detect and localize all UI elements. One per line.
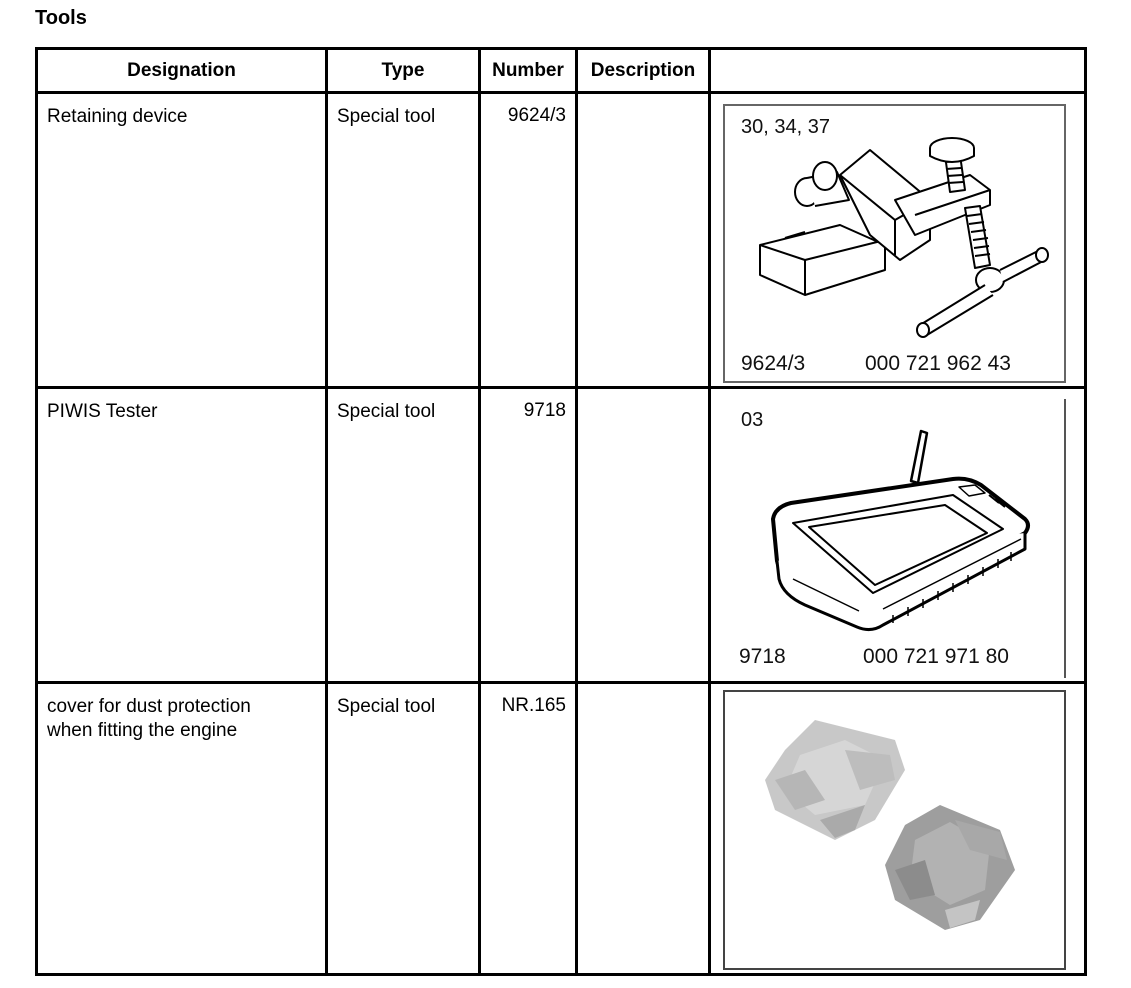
designation-cell [37, 388, 327, 683]
designation-line: when fitting the engine [47, 720, 238, 741]
header-designation: Designation [37, 49, 327, 93]
type-text: Special tool [337, 401, 436, 422]
number-text: 9624/3 [507, 105, 566, 126]
description-text [578, 684, 708, 695]
tester-device-icon [763, 429, 1043, 649]
type-text: Special tool [337, 696, 436, 717]
figure-part-number: 000 721 962 43 [865, 352, 1011, 375]
dust-cover-icon [745, 710, 1045, 940]
designation-text: Retaining device [47, 106, 188, 127]
header-type: Type [327, 49, 480, 93]
designation-line: cover for dust protection [47, 696, 251, 717]
description-text [578, 94, 708, 105]
figure-cell [710, 683, 1086, 975]
figure-tool-number: 9718 [739, 645, 786, 668]
figure-part-number: 000 721 971 80 [863, 645, 1009, 668]
type-cell [327, 93, 480, 388]
figure-callouts: 30, 34, 37 [741, 116, 830, 138]
figure-callouts: 03 [741, 409, 764, 431]
header-image [710, 49, 1086, 93]
table-row [37, 388, 1086, 683]
figure-frame [723, 399, 1066, 678]
figure-frame [723, 690, 1066, 970]
figure-cell [710, 388, 1086, 683]
designation-text-block [38, 684, 325, 743]
table-header-row [37, 49, 1086, 93]
description-cell [577, 683, 710, 975]
header-description: Description [577, 49, 710, 93]
designation-cell [37, 93, 327, 388]
figure-frame [723, 104, 1066, 383]
description-text [578, 389, 708, 400]
retaining-device-icon [745, 120, 1055, 350]
number-cell [480, 683, 577, 975]
page-title: Tools [35, 7, 87, 29]
designation-text: PIWIS Tester [47, 401, 158, 422]
header-number: Number [480, 49, 577, 93]
table-row [37, 93, 1086, 388]
type-cell [327, 388, 480, 683]
table-row [37, 683, 1086, 975]
description-cell [577, 388, 710, 683]
type-text: Special tool [337, 106, 436, 127]
number-cell [480, 388, 577, 683]
description-cell [577, 93, 710, 388]
tools-table [35, 47, 1087, 976]
number-text: NR.165 [501, 695, 566, 716]
type-cell [327, 683, 480, 975]
figure-cell [710, 93, 1086, 388]
figure-tool-number: 9624/3 [741, 352, 806, 375]
number-text: 9718 [523, 400, 566, 421]
designation-cell [37, 683, 327, 975]
number-cell [480, 93, 577, 388]
